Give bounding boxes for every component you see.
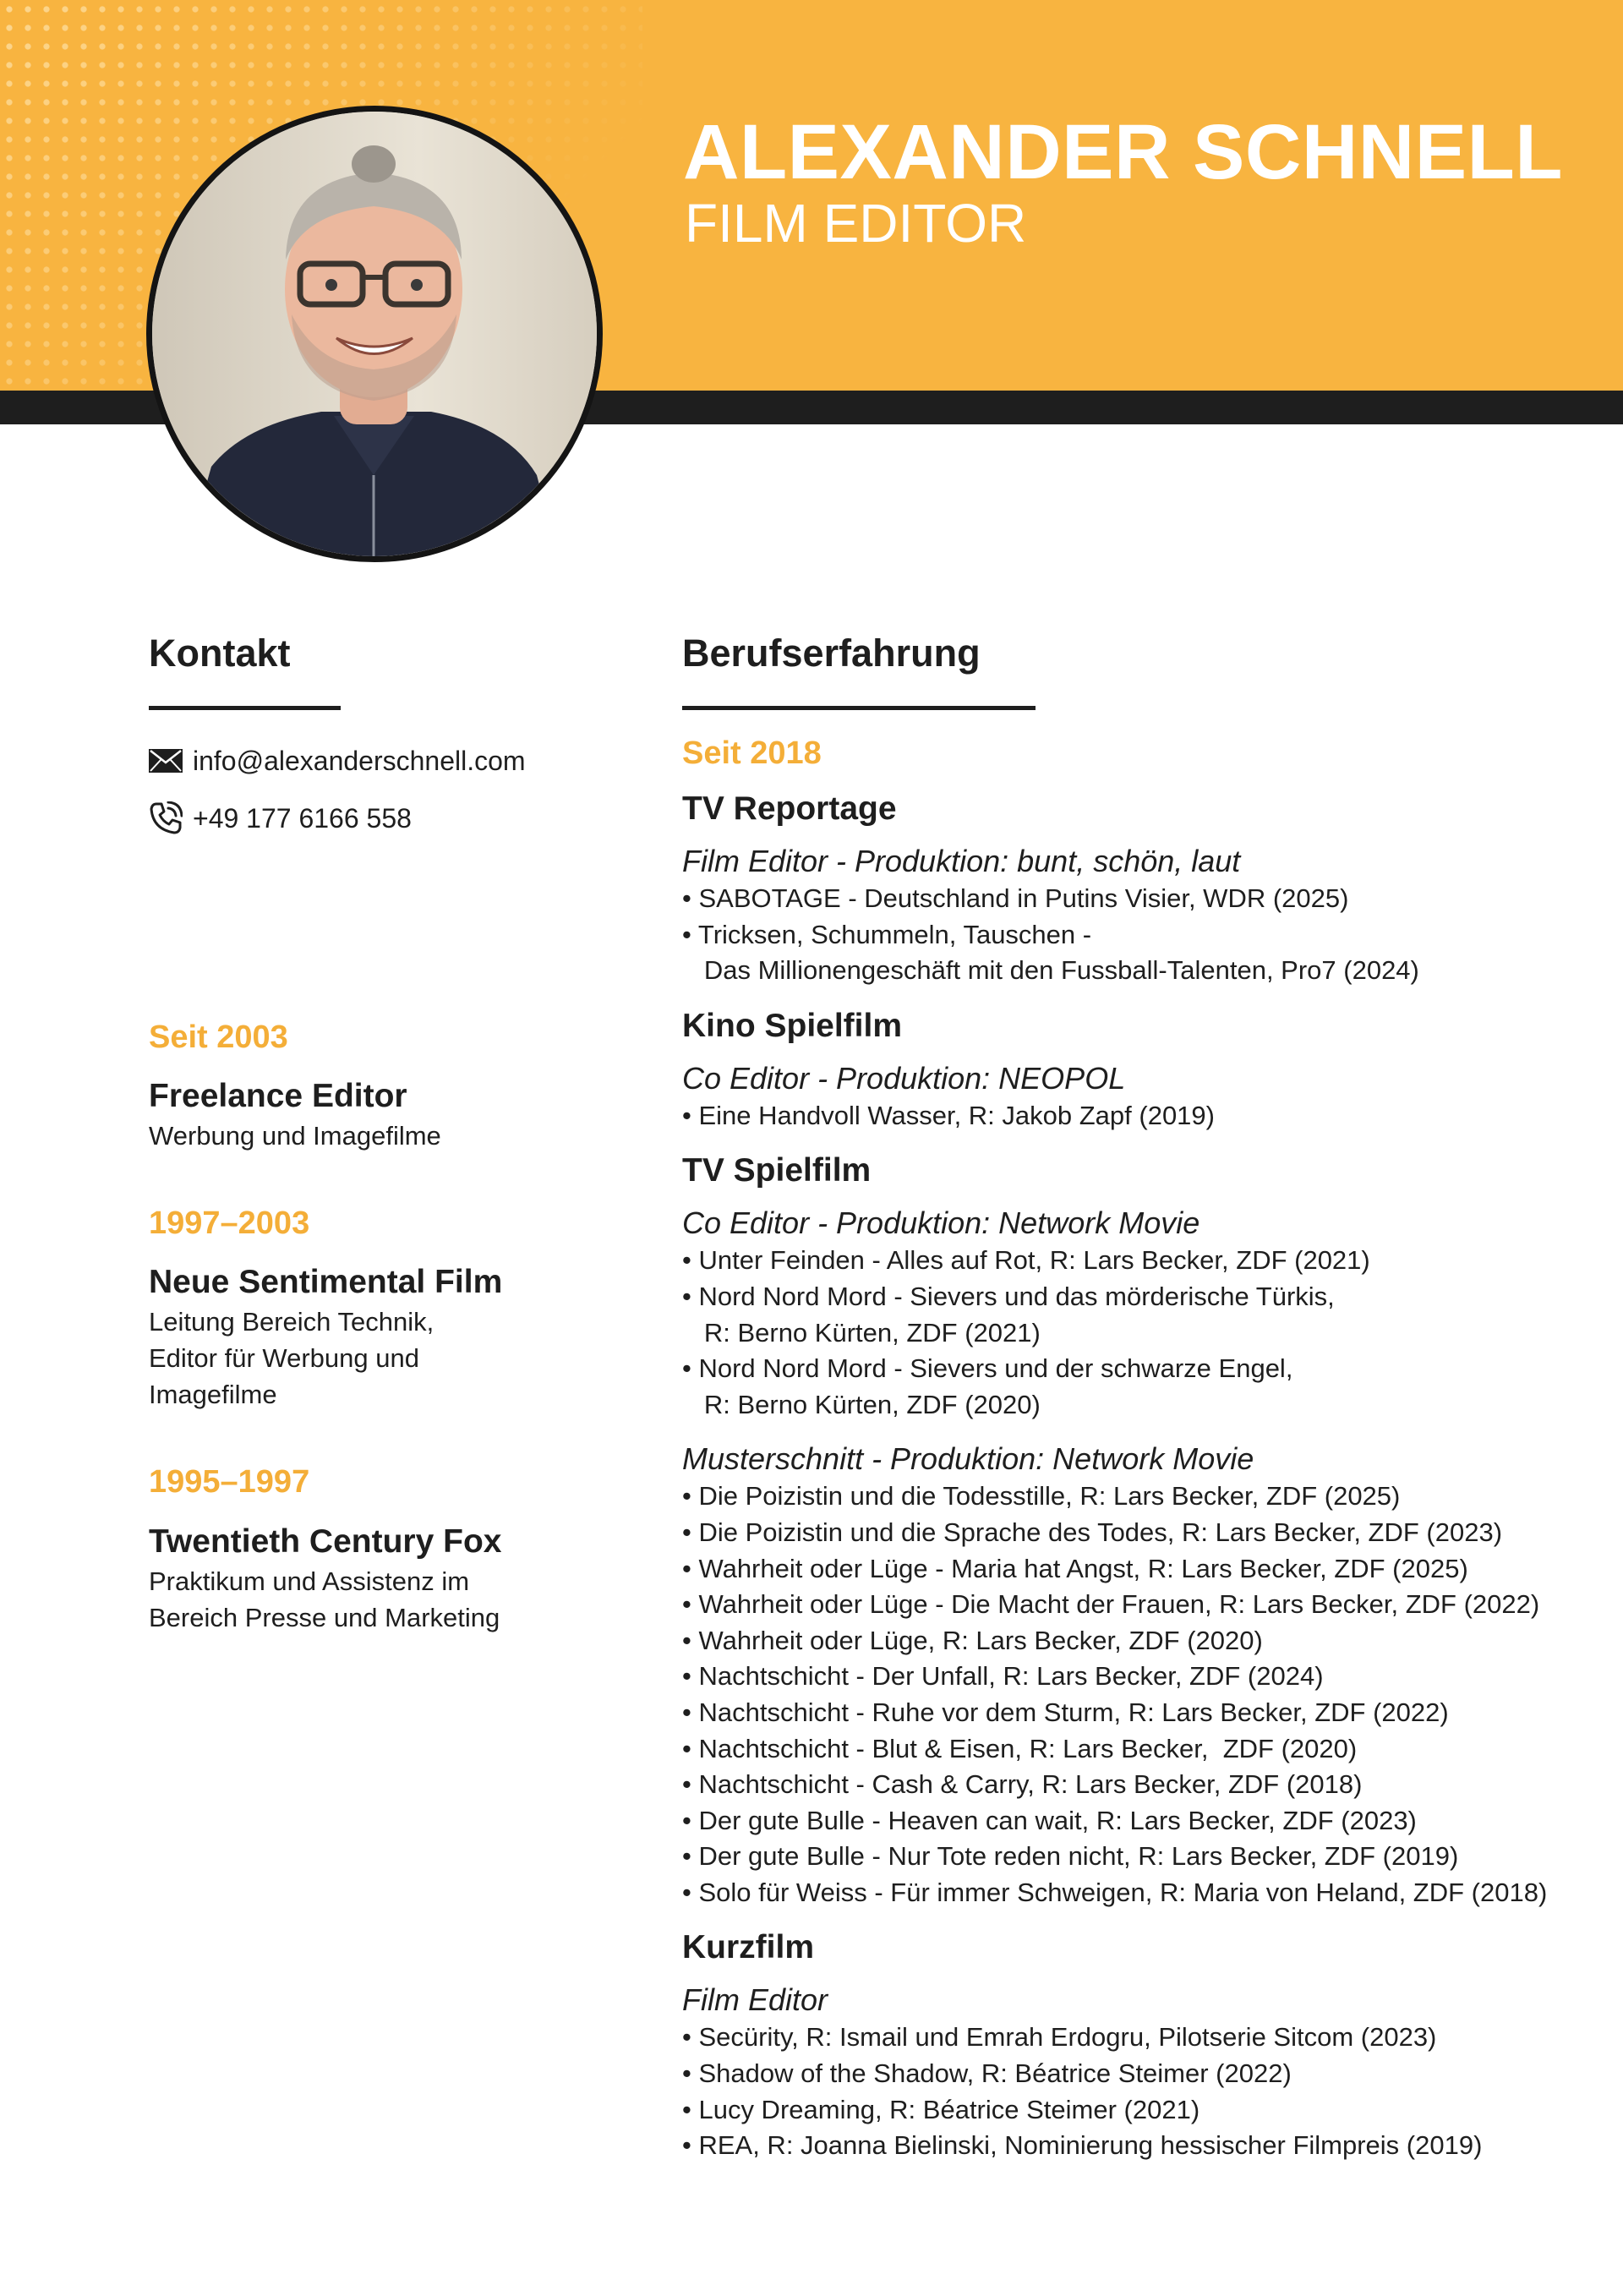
candidate-name: ALEXANDER SCHNELL <box>683 109 1563 195</box>
role-line: Co Editor - Produktion: Network Movie <box>682 1205 1200 1241</box>
experience-year: Seit 2018 <box>682 735 822 771</box>
history-year: Seit 2003 <box>149 1020 288 1055</box>
role-line: Musterschnitt - Produktion: Network Movie <box>682 1441 1254 1477</box>
credit-item: • Shadow of the Shadow, R: Béatrice Steimer (2022) <box>682 2058 1292 2089</box>
category-kurzfilm: Kurzfilm <box>682 1929 814 1966</box>
credit-list <box>682 881 1612 989</box>
contact-phone-row <box>149 801 412 835</box>
credit-item: • SABOTAGE - Deutschland in Putins Visier, WDR (2025) <box>682 883 1349 913</box>
history-year: 1997–2003 <box>149 1205 310 1241</box>
credit-item: • Lucy Dreaming, R: Béatrice Steimer (2021) <box>682 2094 1200 2124</box>
history-company: Twentieth Century Fox <box>149 1523 502 1560</box>
contact-email[interactable]: info@alexanderschnell.com <box>193 745 526 776</box>
role-line: Co Editor - Produktion: NEOPOL <box>682 1060 1126 1096</box>
credit-item: R: Berno Kürten, ZDF (2021) <box>682 1317 1041 1348</box>
credit-item: • Der gute Bulle - Heaven can wait, R: Lars Becker, ZDF (2023) <box>682 1805 1417 1835</box>
candidate-role: FILM EDITOR <box>685 193 1027 254</box>
credit-item: • Nord Nord Mord - Sievers und das mörderische Türkis, <box>682 1281 1335 1311</box>
contact-phone[interactable]: +49 177 6166 558 <box>193 802 412 834</box>
credit-item: • Die Poizistin und die Todesstille, R: Lars Becker, ZDF (2025) <box>682 1481 1401 1512</box>
credit-item: • Nachtschicht - Blut & Eisen, R: Lars Becker, ZDF (2020) <box>682 1733 1358 1763</box>
contact-title: Kontakt <box>149 631 291 675</box>
category-kino-spielfilm: Kino Spielfilm <box>682 1007 903 1044</box>
history-entry <box>149 1521 588 1636</box>
credit-item: • Unter Feinden - Alles auf Rot, R: Lars Becker, ZDF (2021) <box>682 1245 1370 1276</box>
credit-item: • Wahrheit oder Lüge - Maria hat Angst, R: Lars Becker, ZDF (2025) <box>682 1553 1468 1583</box>
experience-title-underline <box>682 706 1036 710</box>
credit-item: • Nachtschicht - Der Unfall, R: Lars Becker, ZDF (2024) <box>682 1661 1324 1692</box>
role-line: Film Editor - Produktion: bunt, schön, laut <box>682 844 1241 878</box>
role-group <box>682 842 1612 989</box>
credit-item: • Nachtschicht - Cash & Carry, R: Lars Becker, ZDF (2018) <box>682 1769 1363 1800</box>
credit-item: R: Berno Kürten, ZDF (2020) <box>682 1389 1041 1419</box>
history-company: Neue Sentimental Film <box>149 1264 503 1300</box>
phone-icon <box>149 801 183 835</box>
credit-list <box>682 2020 1612 2163</box>
contact-title-underline <box>149 706 341 710</box>
envelope-icon <box>149 749 183 773</box>
credit-item: • REA, R: Joanna Bielinski, Nominierung hessischer Filmpreis (2019) <box>682 2130 1483 2161</box>
credit-item: • Secürity, R: Ismail und Emrah Erdogru, Pilotserie Sitcom (2023) <box>682 2022 1437 2053</box>
history-year: 1995–1997 <box>149 1464 310 1500</box>
role-group <box>682 1981 1612 2163</box>
credit-list <box>682 1243 1612 1423</box>
history-description: Leitung Bereich Technik, Editor für Werbung und Imagefilme <box>149 1307 434 1409</box>
credit-item: • Wahrheit oder Lüge, R: Lars Becker, ZDF (2020) <box>682 1625 1263 1655</box>
credit-item: • Tricksen, Schummeln, Tauschen - <box>682 919 1092 949</box>
role-line: Film Editor <box>682 1982 828 2018</box>
credit-item: • Nord Nord Mord - Sievers und der schwarze Engel, <box>682 1353 1293 1384</box>
experience-list <box>682 732 1612 2164</box>
credit-item: • Eine Handvoll Wasser, R: Jakob Zapf (2019) <box>682 1100 1215 1130</box>
credit-list <box>682 1098 1612 1134</box>
credit-item: • Die Poizistin und die Sprache des Todes, R: Lars Becker, ZDF (2023) <box>682 1517 1503 1547</box>
history-entry <box>149 1261 588 1413</box>
credit-list <box>682 1479 1612 1911</box>
credit-item: • Wahrheit oder Lüge - Die Macht der Frauen, R: Lars Becker, ZDF (2022) <box>682 1589 1540 1620</box>
role-group <box>682 1440 1612 1911</box>
role-group <box>682 1204 1612 1423</box>
contact-email-row <box>149 744 526 778</box>
profile-photo <box>146 106 603 562</box>
credit-item: • Nachtschicht - Ruhe vor dem Sturm, R: Lars Becker, ZDF (2022) <box>682 1697 1449 1727</box>
credit-item: Das Millionengeschäft mit den Fussball-Talenten, Pro7 (2024) <box>682 955 1419 986</box>
history-entry <box>149 1075 588 1154</box>
credit-item: • Der gute Bulle - Nur Tote reden nicht, R: Lars Becker, ZDF (2019) <box>682 1841 1459 1872</box>
role-group <box>682 1059 1612 1134</box>
history-description: Werbung und Imagefilme <box>149 1121 441 1151</box>
portrait-illustration <box>152 112 597 556</box>
experience-title: Berufserfahrung <box>682 631 981 675</box>
category-tv-reportage: TV Reportage <box>682 790 897 827</box>
category-tv-spielfilm: TV Spielfilm <box>682 1152 872 1189</box>
credit-item: • Solo für Weiss - Für immer Schweigen, R: Maria von Heland, ZDF (2018) <box>682 1877 1548 1907</box>
history-company: Freelance Editor <box>149 1078 407 1114</box>
history-description: Praktikum und Assistenz im Bereich Presse und Marketing <box>149 1566 500 1632</box>
